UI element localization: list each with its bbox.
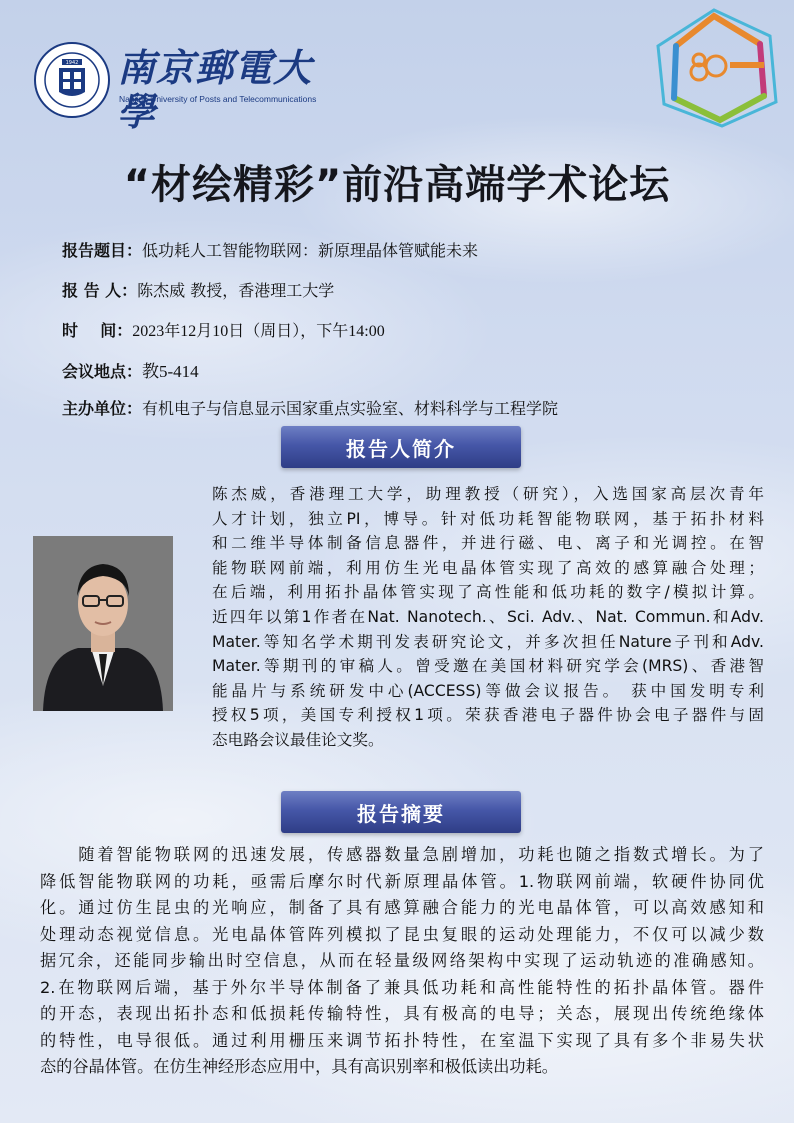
university-wordmark	[117, 45, 342, 134]
abstract-section-title: 报告摘要	[357, 801, 445, 826]
abstract-section-header	[281, 791, 521, 833]
speaker-bio	[212, 482, 764, 753]
abstract-line: 处理动态视觉信息。光电晶体管阵列模拟了昆虫复眼的运动处理能力，不仅可以减少数	[40, 924, 764, 944]
bio-line: 能物联网前端，利用仿生光电晶体管实现了高效的感算融合处理；	[212, 558, 764, 577]
speaker-value: 陈杰威 教授，香港理工大学	[137, 281, 335, 300]
topic-value: 低功耗人工智能物联网：新原理晶体管赋能未来	[142, 241, 479, 260]
info-row-speaker	[62, 278, 334, 301]
svg-text:1942: 1942	[65, 60, 79, 66]
abstract-line: 化。通过仿生昆虫的光响应，制备了具有感算融合能力的光电晶体管，可以高效感知和	[40, 898, 764, 917]
bio-section-header	[281, 426, 521, 468]
bio-line: 近四年以第1作者在Nat. Nanotech.、Sci. Adv.、Nat. Commun.和Adv.	[212, 607, 764, 626]
abstract-text	[40, 842, 764, 1081]
place-value: 教5-414	[142, 362, 199, 381]
info-row-topic	[62, 238, 478, 261]
bio-line: 和二维半导体制备信息器件，并进行磁、电、离子和光调控。在智	[212, 534, 764, 553]
time-label: 时 间：	[62, 321, 133, 340]
time-value: 2023年12月10日（周日），下午14:00	[132, 323, 385, 340]
bio-line: Mater.等期刊的审稿人。曾受邀在美国材料研究学会(MRS)、香港智	[212, 657, 764, 676]
abstract-line: 的开态，表现出拓扑态和低损耗传输特性，具有极高的电导；关态，展现出传统绝缘体	[40, 1004, 764, 1023]
forum-title: “材绘精彩”前沿高端学术论坛	[123, 162, 671, 208]
info-row-time	[62, 318, 385, 341]
info-row-place	[62, 357, 199, 382]
bio-line: Mater.等知名学术期刊发表研究论文，并多次担任Nature子刊和Adv.	[212, 632, 764, 651]
bio-section-title: 报告人简介	[346, 436, 456, 461]
bio-line: 在后端，利用拓扑晶体管实现了高性能和低功耗的数字/模拟计算。	[212, 583, 764, 602]
topic-label: 报告题目：	[62, 241, 143, 260]
abstract-line: 态的谷晶体管。在仿生神经形态应用中，具有高识别率和极低读出功耗。	[40, 1057, 558, 1076]
speaker-label: 报 告 人：	[62, 281, 138, 300]
university-name-cn: 南京郵電大學	[117, 45, 313, 134]
anniversary-logo	[652, 6, 782, 130]
speaker-photo	[33, 536, 173, 711]
bio-line: 人才计划，独立PI，博导。针对低功耗智能物联网，基于拓扑材料	[212, 509, 764, 528]
bio-line: 态电路会议最佳论文奖。	[212, 730, 384, 749]
place-label: 会议地点：	[62, 362, 143, 381]
info-row-host	[62, 396, 558, 419]
host-label: 主办单位：	[62, 399, 143, 418]
university-emblem-logo	[34, 42, 110, 118]
abstract-line: 降低智能物联网的功耗，亟需后摩尔时代新原理晶体管。1.物联网前端，软硬件协同优	[40, 871, 764, 891]
host-value: 有机电子与信息显示国家重点实验室、材料科学与工程学院	[142, 399, 559, 418]
university-name-en: Nanjing University of Posts and Telecommunications	[119, 94, 317, 104]
abstract-line: 据冗余，还能同步输出时空信息，从而在轻量级网络架构中实现了运动轨迹的准确感知。	[40, 951, 764, 970]
bio-line: 授权5项，美国专利授权1项。荣获香港电子器件协会电子器件与固	[212, 706, 764, 725]
abstract-line: 的特性，电导很低。通过利用栅压来调节拓扑特性，在室温下实现了具有多个非易失状	[40, 1030, 764, 1050]
abstract-line: 2.在物联网后端，基于外尔半导体制备了兼具低功耗和高性能特性的拓扑晶体管。器件	[40, 977, 764, 997]
abstract-line: 随着智能物联网的迅速发展，传感器数量急剧增加，功耗也随之指数式增长。为了	[40, 845, 764, 864]
bio-line: 能晶片与系统研发中心(ACCESS)等做会议报告。 获中国发明专利	[212, 681, 764, 700]
bio-line: 陈杰威，香港理工大学，助理教授（研究），入选国家高层次青年	[212, 485, 764, 503]
